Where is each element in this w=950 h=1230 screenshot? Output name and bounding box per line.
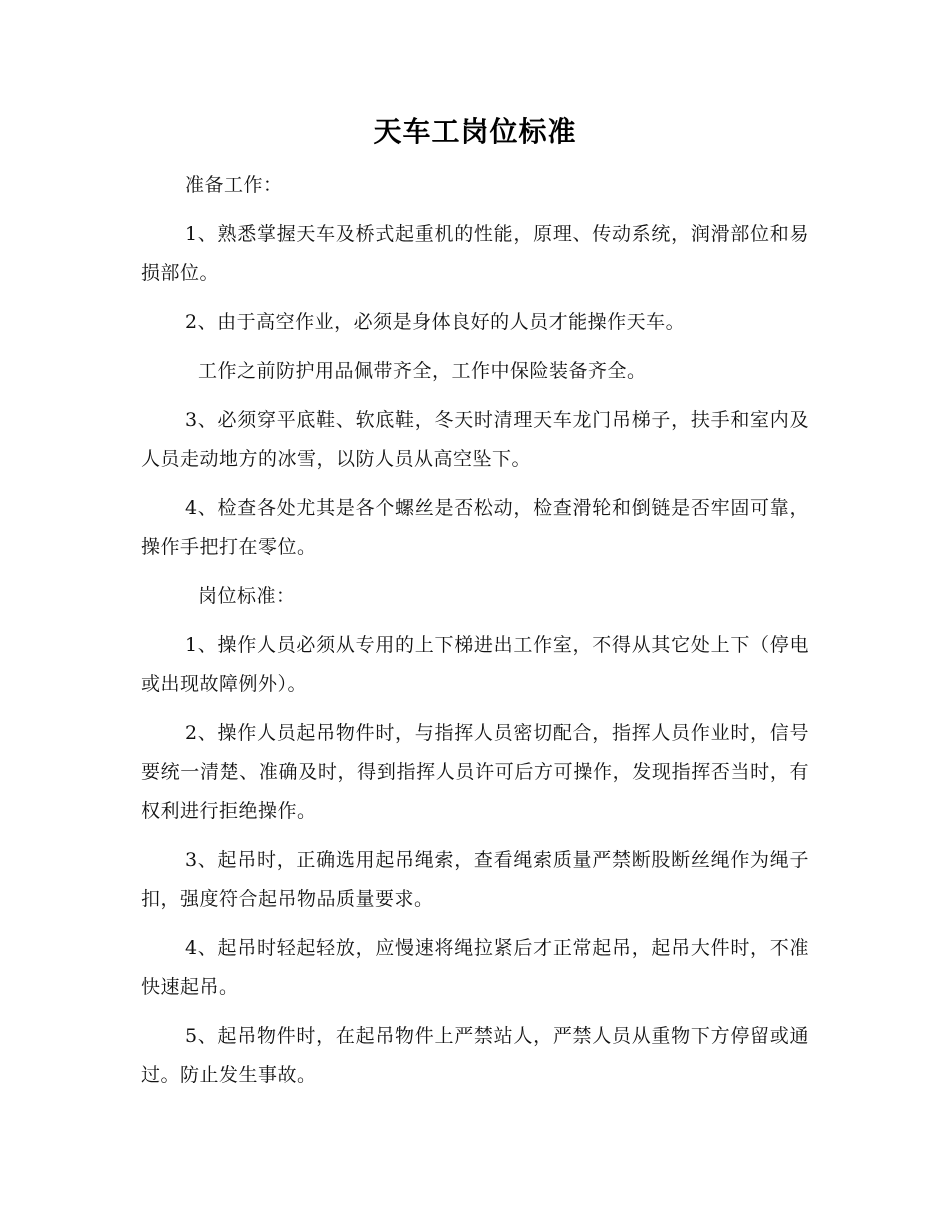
section-heading-standards: 岗位标准：	[198, 585, 296, 607]
paragraph-prep-3: 3、必须穿平底鞋、软底鞋，冬天时清理天车龙门吊梯子，扶手和室内及人员走动地方的冰雪，以防人员从高空坠下。	[141, 409, 809, 470]
paragraph-prep-1: 1、熟悉掌握天车及桥式起重机的性能，原理、传动系统，润滑部位和易损部位。	[141, 223, 809, 284]
paragraph-prep-4: 4、检查各处尤其是各个螺丝是否松动，检查滑轮和倒链是否牢固可靠，操作手把打在零位。	[141, 497, 809, 558]
paragraph-standard-2: 2、操作人员起吊物件时，与指挥人员密切配合，指挥人员作业时，信号要统一清楚、准确及时，得到指挥人员许可后方可操作，发现指挥否当时，有权利进行拒绝操作。	[141, 722, 809, 822]
document-title: 天车工岗位标准	[373, 115, 577, 148]
document-body	[141, 166, 809, 1095]
paragraph-standard-1: 1、操作人员必须从专用的上下梯进出工作室，不得从其它处上下（停电或出现故障例外）。	[141, 634, 809, 695]
paragraph-standard-3: 3、起吊时，正确选用起吊绳索，查看绳索质量严禁断股断丝绳作为绳子扣，强度符合起吊物品质量要求。	[141, 849, 809, 910]
section-heading-preparation: 准备工作：	[185, 174, 283, 196]
paragraph-prep-2: 2、由于高空作业，必须是身体良好的人员才能操作天车。	[185, 311, 686, 333]
paragraph-protective-gear: 工作之前防护用品佩带齐全，工作中保险装备齐全。	[198, 360, 647, 382]
paragraph-standard-5: 5、起吊物件时，在起吊物件上严禁站人，严禁人员从重物下方停留或通过。防止发生事故。	[141, 1025, 809, 1086]
paragraph-standard-4: 4、起吊时轻起轻放，应慢速将绳拉紧后才正常起吊，起吊大件时，不准快速起吊。	[141, 937, 809, 998]
